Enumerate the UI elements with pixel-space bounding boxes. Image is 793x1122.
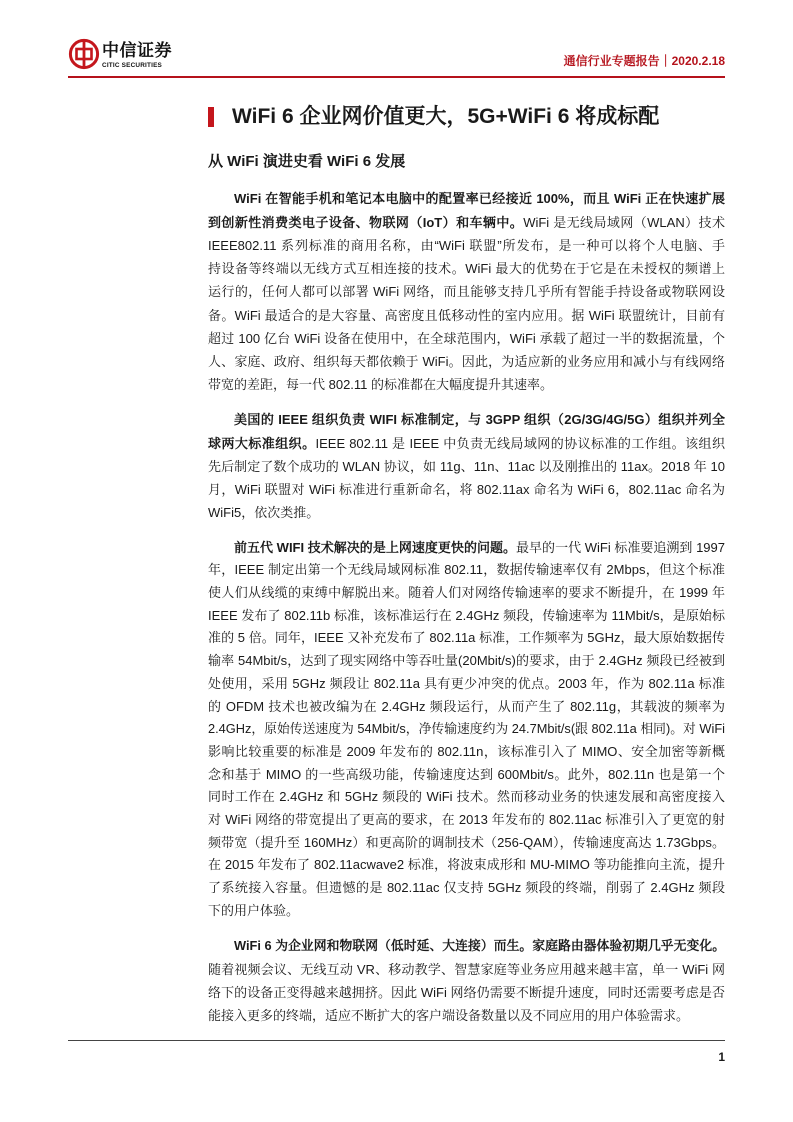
section-heading: 从 WiFi 演进史看 WiFi 6 发展 xyxy=(208,153,406,170)
p2-line-2-text: IEEE 802.11 是 IEEE 中负责无线局域网的协议标准的工作组。该组织 xyxy=(315,435,725,451)
p3-line-14: 频带宽（提升至 160MHz）和更高阶的调制技术（256-QAM），传输速度高达 1.73Gbps。 xyxy=(208,834,725,850)
p1-line-9: 带宽的差距，每一代 802.11 的标准都在大幅度提升其速率。 xyxy=(208,377,554,393)
header-separator: ｜ xyxy=(659,54,672,68)
p3-line-17: 下的用户体验。 xyxy=(208,902,300,918)
p2-line-3: 先后制定了数个成功的 WLAN 协议，如 11g、11n、11ac 以及刚推出的 11ax。2018 年 10 xyxy=(208,458,725,474)
p1-line-1: WiFi 在智能手机和笔记本电脑中的配置率已经接近 100%，而且 WiFi 正在快速扩展 xyxy=(234,191,725,207)
p4-line-4: 能接入更多的终端，适应不断扩大的客户端设备数量以及不同应用的用户体验需求。 xyxy=(208,1008,690,1024)
p3-line-1-bold: 前五代 WIFI 技术解决的是上网速度更快的问题。 xyxy=(234,539,517,555)
paragraph-1 xyxy=(208,187,725,396)
p3-line-12: 同时工作在 2.4GHz 和 5GHz 频段的 WiFi 技术。然而移动业务的快速发展和高密度接入 xyxy=(208,789,725,805)
p3-line-15: 在 2015 年发布了 802.11acwave2 标准，将波束成形和 MU-MIMO 等功能推向主流，提升 xyxy=(208,857,725,873)
p2-line-2-bold: 球两大标准组织。 xyxy=(208,435,316,451)
p1-line-4: 持设备等终端以无线方式互相连接的技术。WiFi 最大的优势在于它是在未授权的频谱上 xyxy=(208,261,725,277)
p3-line-10: 影响比较重要的标准是 2009 年发布的 802.11n，该标准引入了 MIMO、安全加密等新概 xyxy=(208,743,725,759)
title-marker xyxy=(208,107,214,127)
page-number: 1 xyxy=(718,1050,725,1064)
p3-line-9: 2.4GHz，原始传送速度为 54Mbit/s，净传输速度约为 24.7Mbit/s(跟 802.11a 相同)。对 WiFi xyxy=(208,721,725,737)
report-type: 通信行业专题报告 xyxy=(563,54,660,68)
p2-line-2 xyxy=(208,432,725,455)
p2-line-1: 美国的 IEEE 组织负责 WIFI 标准制定，与 3GPP 组织（2G/3G/4G/5G）组织并列全 xyxy=(234,412,725,428)
p3-line-6: 输率 54Mbit/s，达到了现实网络中等吞吐量(20Mbit/s)的要求，由于 2.4GHz 频段已经被到 xyxy=(208,653,725,669)
p3-line-3: 使人们从线缆的束缚中解脱出来。随着人们对网络传输速率的要求不断提升，在 1999 年 xyxy=(208,585,725,600)
p1-line-2 xyxy=(208,211,725,234)
p3-line-1 xyxy=(208,537,725,560)
paragraph-2 xyxy=(208,408,725,524)
p1-line-7: 超过 100 亿台 WiFi 设备在使用中，在全球范围内，WiFi 承载了超过一半的数据流量，个 xyxy=(208,330,725,346)
p2-line-5: WiFi5，依次类推。 xyxy=(208,505,320,521)
page-title: WiFi 6 企业网价值更大，5G+WiFi 6 将成标配 xyxy=(232,105,660,128)
p2-line-4: 月，WiFi 联盟对 WiFi 标准进行重新命名，将 802.11ax 命名为 WiFi 6，802.11ac 命名为 xyxy=(208,482,725,498)
report-date: 2020.2.18 xyxy=(671,54,725,68)
p1-line-5: 运行的，任何人都可以部署 WiFi 网络，而且能够支持几乎所有智能手持设备或物联网设 xyxy=(208,284,725,300)
p3-line-7: 处使用，采用 5GHz 频段让 802.11a 具有更少冲突的优点。2003 年，作为 802.11a 标准 xyxy=(208,675,725,691)
p1-line-6: 备。WiFi 最适合的是大容量、高密度且低移动性的室内应用。据 WiFi 联盟统计，目前有 xyxy=(208,307,725,323)
p4-line-3: 络下的设备正变得越来越拥挤。因此 WiFi 网络仍需要不断提升速度，同时还需要考虑是否 xyxy=(208,984,725,1000)
p3-line-1-text: 最早的一代 WiFi 标准要追溯到 1997 xyxy=(516,539,725,555)
p4-line-1: WiFi 6 为企业网和物联网（低时延、大连接）而生。家庭路由器体验初期几乎无变化。 xyxy=(234,938,725,954)
p3-line-2: 年，IEEE 制定出第一个无线局域网标准 802.11，数据传输速率仅有 2Mbps，但这个标准 xyxy=(208,562,725,578)
citic-securities-logo xyxy=(68,38,178,72)
p3-line-8: 的 OFDM 技术也被改编为在 2.4GHz 频段运行，从而产生了 802.11g，其载波的频率为 xyxy=(208,698,725,714)
logo-chinese-name: 中信证券 xyxy=(102,41,172,60)
logo-english-name: CITIC SECURITIES xyxy=(102,62,163,69)
header-rule xyxy=(68,76,725,78)
p3-line-16: 了系统接入容量。但遗憾的是 802.11ac 仅支持 5GHz 频段的终端，削弱了 2.4GHz 频段 xyxy=(208,880,725,896)
p3-line-4: IEEE 发布了 802.11b 标准，该标准运行在 2.4GHz 频段，传输速率为 11Mbit/s，是原始标 xyxy=(208,607,725,623)
p1-line-3: IEEE802.11 系列标准的商用名称，由“WiFi 联盟”所发布，是一种可以将个人电脑、手 xyxy=(208,237,725,253)
p4-line-2: 随着视频会议、无线互动 VR、移动教学、智慧家庭等业务应用越来越丰富，单一 WiFi 网 xyxy=(208,961,725,977)
p3-line-11: 念和基于 MIMO 的一些高级功能，传输速度达到 600Mbit/s。此外，802.11n 也是第一个 xyxy=(208,766,725,782)
p1-line-2-bold: 到创新性消费类电子设备、物联网（IoT）和车辆中。 xyxy=(208,214,524,230)
p1-line-2-text: WiFi 是无线局域网（WLAN）技术 xyxy=(523,214,725,230)
p3-line-5: 准的 5 倍。同年，IEEE 又补充发布了 802.11a 标准，工作频率为 5GHz，最大原始数据传 xyxy=(208,630,725,646)
report-meta xyxy=(564,53,725,69)
p3-line-13: 对 WiFi 网络的带宽提出了更高的要求，在 2013 年发布的 802.11ac 标准引入了更宽的射 xyxy=(208,812,725,828)
paragraph-3 xyxy=(208,537,725,923)
p1-line-8: 人、家庭、政府、组织每天都依赖于 WiFi。因此，为适应新的业务应用和减小与有线网络 xyxy=(208,354,725,370)
citic-logo-icon xyxy=(68,38,100,70)
paragraph-4 xyxy=(208,934,725,1027)
footer-rule xyxy=(68,1040,725,1041)
